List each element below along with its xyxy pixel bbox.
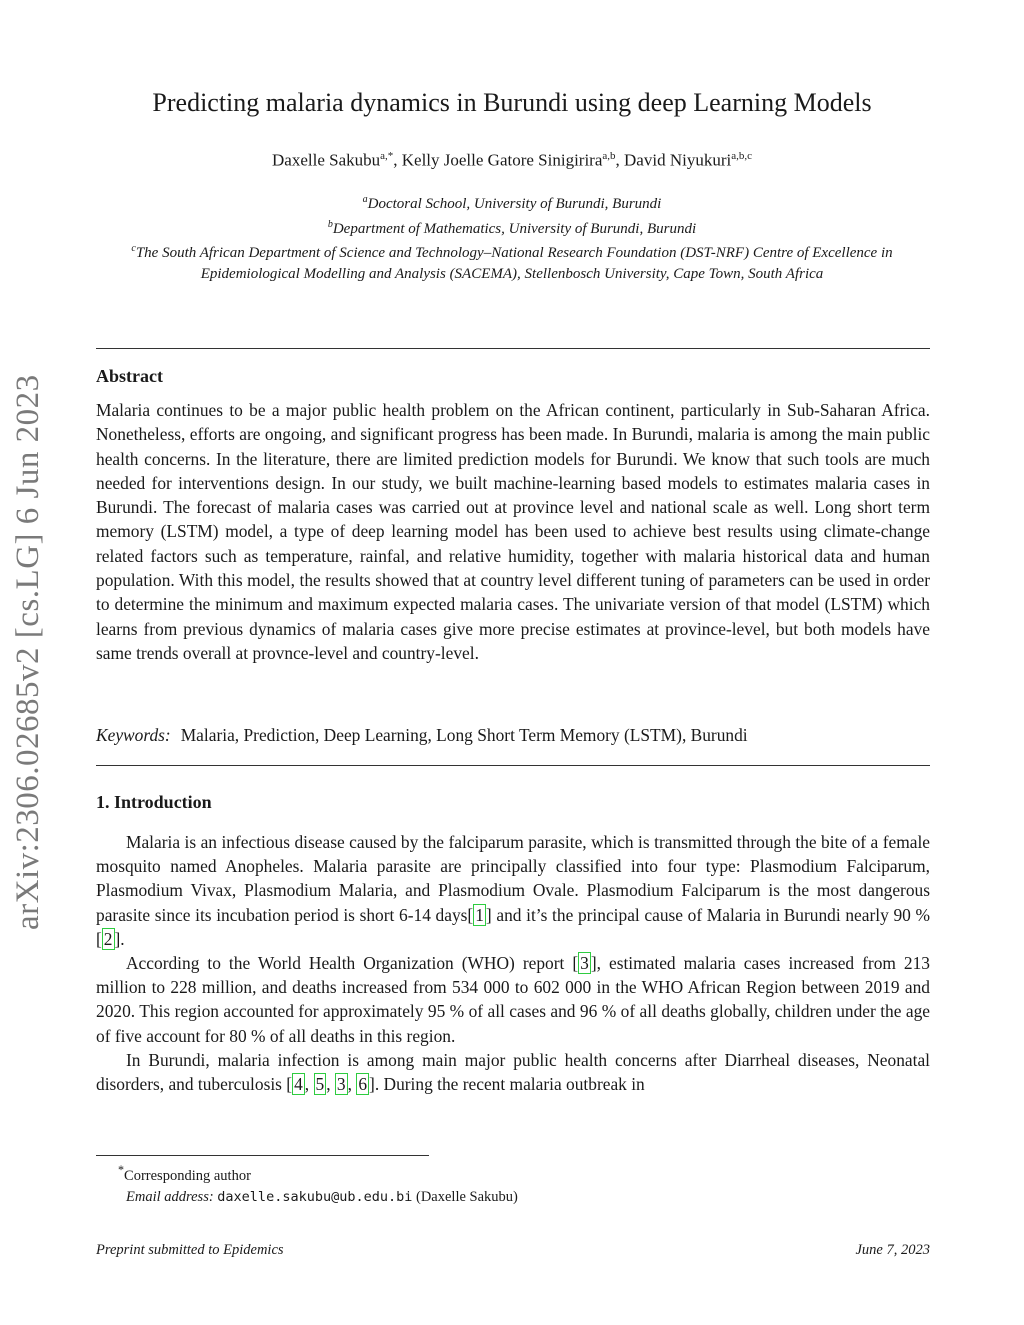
paragraph: Malaria is an infectious disease caused by the falciparum parasite, which is transmitted through the bite of a female mosquito named Anopheles. Malaria parasite are principally classified into four type: Plasmodium Falciparum, Plasmodium Vivax, Plasmodium Malaria, and Plasmodium Ovale. Plasmodium Falciparum is the most dangerous parasite since its incubation period is short 6-14 days[ 1 ] and it’s the principal cause of Malaria in Burundi nearly 90 % [ 2 ]. (96, 832, 930, 949)
paragraph: In Burundi, malaria infection is among main major public health concerns after Diarrheal diseases, Neonatal disorders, and tuberculosis [ 4 , 5 , 3 , 6 ]. During the recent malaria outbreak in (96, 1049, 930, 1095)
paragraph-text: Malaria is an infectious disease caused by the falciparum parasite, which is transmitted through the bite of a female mosquito named Anopheles. Malaria parasite are principally classified into four type: Plasmodium Falciparum, Plasmodium Vivax, Plasmodium Malaria, and Plasmodium Ovale. Plasmodium Falciparum is the most dangerous parasite since its incubation period is short 6-14 days (96, 832, 930, 925)
author-marks: a,b (602, 150, 616, 162)
introduction-body (96, 830, 930, 1096)
abstract-text: Malaria continues to be a major public health problem on the African continent, particularly in Sub-Saharan Africa. Nonetheless, efforts are ongoing, and significant progress has been made. In Burundi, malaria is among the main public health concerns. In the literature, there are limited prediction models for Burundi. We know that such tools are much needed for interventions design. In our study, we built machine-learning based models to estimates malaria cases in Burundi. The forecast of malaria cases was carried out at province level and national scale as well. Long short term memory (LSTM) model, a type of deep learning model has been used to achieve best results using climate-change related factors such as temperature, rainfal, and relative humidity, together with malaria historical data and human population. With this model, the results showed that at country level different tuning of parameters can be used in order to determine the minimum and maximum expected malaria cases. The univariate version of that model (LSTM) which learns from previous dynamics of malaria cases give more precise estimates at province-level, but both models have same trends overall at provnce-level and country-level. (96, 400, 930, 663)
paragraph-text: According to the World Health Organization (WHO) report (126, 953, 573, 974)
keywords-label: Keywords: (96, 725, 171, 745)
citation-link[interactable]: 3 (336, 1074, 346, 1095)
footnote-email (96, 1187, 930, 1208)
abstract-heading: Abstract (96, 366, 163, 386)
paragraph-text: . (120, 928, 125, 949)
keywords-text: Malaria, Prediction, Deep Learning, Long Short Term Memory (LSTM), Burundi (180, 725, 748, 745)
footnote-corresponding (96, 1160, 930, 1187)
section-heading: 1. Introduction (96, 792, 212, 812)
author-list: Daxelle Sakubu$^{a,*}$, Kelly Joelle Gatore Sinigirira$^{a,b}$, David Niyukuri$^{a,b,c}$ (272, 150, 752, 170)
author-name: Kelly Joelle Gatore Sinigirira (401, 150, 603, 170)
email-address[interactable]: daxelle.sakubu@ub.edu.bi (217, 1188, 413, 1205)
footnote-mark: * (118, 1163, 125, 1177)
author-marks: a,b,c (731, 150, 752, 162)
citation-link[interactable]: 6 (358, 1074, 368, 1095)
affiliation-mark: a (362, 194, 368, 205)
affiliation (96, 190, 928, 215)
footnote-rule (96, 1155, 429, 1156)
abstract-top-rule (96, 348, 930, 349)
paragraph: According to the World Health Organization (WHO) report [ 3 ], estimated malaria cases increased from 213 million to 228 million, and deaths increased from 534 000 to 602 000 in the WHO African Region between 2019 and 2020. This region accounted for approximately 95 % of all cases and 96 % of all deaths globally, children under the age of five account for 80 % of all deaths in this region. (96, 953, 930, 1046)
affiliation (96, 215, 928, 240)
citation-link[interactable]: 4 (294, 1074, 303, 1095)
affiliations (96, 190, 928, 284)
affiliation (96, 239, 928, 284)
author-name: Daxelle Sakubu (272, 150, 381, 170)
paragraph-text: and it’s the principal cause of Malaria in Burundi nearly 90 % (491, 904, 930, 925)
affiliation-text: The South African Department of Science and Technology–National Research Foundation (DST-NRF) Centre of Excellence in Epidemiological Modelling and Analysis (SACEMA), Stellenbosch University, Cape Town, South Africa (135, 245, 893, 282)
citation-link[interactable]: 2 (103, 928, 113, 949)
email-owner: (Daxelle Sakubu) (416, 1188, 518, 1205)
author-marks: a,* (380, 150, 394, 162)
footer-date: June 7, 2023 (855, 1242, 930, 1258)
email-label: Email address: (126, 1188, 214, 1205)
affiliation-text: Department of Mathematics, University of Burundi, Burundi (332, 220, 697, 237)
citation-link[interactable]: 5 (315, 1074, 325, 1095)
abstract-bottom-rule (96, 765, 930, 766)
footer-journal: Preprint submitted to Epidemics (96, 1242, 284, 1258)
affiliation-mark: b (327, 218, 333, 230)
author-name: David Niyukuri (624, 150, 732, 170)
affiliation-mark: c (131, 243, 136, 254)
keywords (96, 725, 930, 746)
arxiv-stamp: arXiv:2306.02685v2 [cs.LG] 6 Jun 2023 (10, 374, 46, 930)
affiliation-text: Doctoral School, University of Burundi, Burundi (367, 196, 662, 212)
footnote (96, 1160, 930, 1208)
citation-link[interactable]: 1 (475, 904, 484, 925)
paper-title: Predicting malaria dynamics in Burundi using deep Learning Models (152, 88, 872, 117)
paragraph-text: , estimated malaria cases increased from 213 million to 228 million, and deaths increased from 534 000 to 602 000 in the WHO African Region between 2019 and 2020. This region accounted for approximately 95 % of all cases and 96 % of all deaths globally, children under the age of five account for 80 % of all deaths in this region. (96, 953, 930, 1046)
paragraph-text: . During the recent malaria outbreak in (374, 1074, 645, 1095)
citation-link[interactable]: 3 (580, 953, 589, 974)
paragraph-text: In Burundi, malaria infection is among main major public health concerns after Diarrheal diseases, Neonatal disorders, and tuberculosis (96, 1049, 930, 1095)
footnote-text: Corresponding author (124, 1167, 251, 1184)
